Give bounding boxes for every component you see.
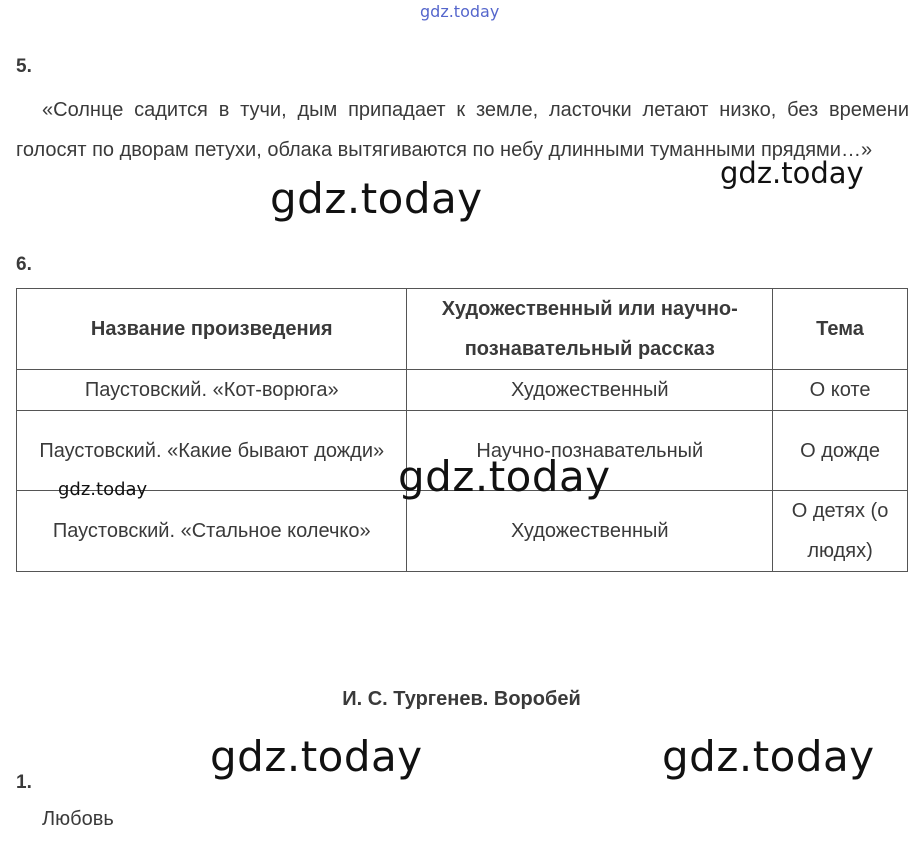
header-type: Художественный или научно-познавательный рассказ (407, 289, 773, 370)
watermark-bottom-left: gdz.today (210, 732, 423, 781)
works-table (16, 288, 908, 572)
cell-type: Научно-познавательный (407, 411, 773, 491)
watermark-task5-right: gdz.today (720, 156, 864, 190)
section-heading: И. С. Тургенев. Воробей (342, 688, 581, 710)
cell-theme: О детях (о людях) (773, 491, 908, 572)
cell-title: Паустовский. «Какие бывают дожди» (17, 411, 407, 491)
cell-theme: О коте (773, 370, 908, 411)
cell-title: Паустовский. «Стальное колечко» (17, 491, 407, 572)
header-title: Название произведения (17, 289, 407, 370)
header-theme: Тема (773, 289, 908, 370)
table-header-row (17, 289, 908, 370)
task-6-number: 6. (16, 254, 32, 275)
watermark-table-center: gdz.today (398, 452, 611, 501)
cell-type: Художественный (407, 491, 773, 572)
table-row (17, 491, 908, 572)
cell-title: Паустовский. «Кот-ворюга» (17, 370, 407, 411)
watermark-bottom-right: gdz.today (662, 732, 875, 781)
task-5-number: 5. (16, 56, 32, 77)
section-task-1-number: 1. (16, 772, 32, 793)
section-task-1-answer: Любовь (42, 808, 114, 830)
watermark-table-left: gdz.today (58, 479, 148, 500)
watermark-top: gdz.today (420, 2, 500, 21)
cell-type: Художественный (407, 370, 773, 411)
cell-theme: О дожде (773, 411, 908, 491)
table-row (17, 370, 908, 411)
task-5-quote: «Солнце садится в тучи, дым припадает к земле, ласточки летают низко, без времени голосят по дворам петухи, облака вытягиваются по небу длинными туманными прядями…» (16, 99, 909, 161)
watermark-task5-left: gdz.today (270, 174, 483, 223)
